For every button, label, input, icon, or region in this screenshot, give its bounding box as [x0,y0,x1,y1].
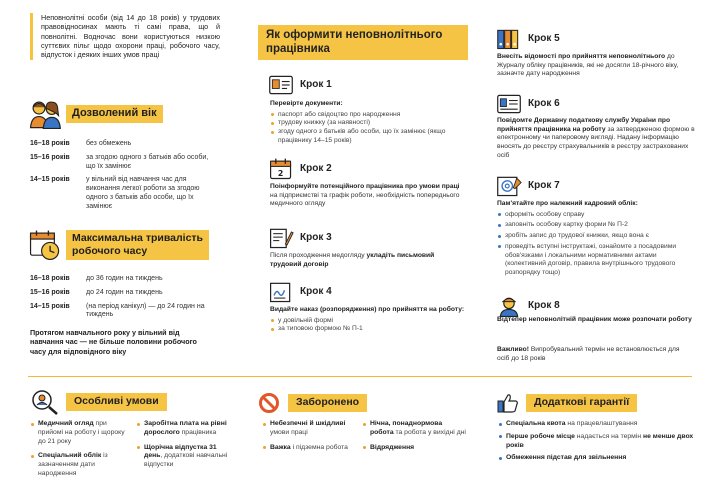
list-item: Спеціальна квота на працевлаштування [498,420,694,429]
teenagers-icon [28,97,62,131]
step-2-body: Поінформуйте потенційного працівника про умови праці на підприємстві та графік роботи, необхідність попереднього медичного огляду [270,183,460,208]
step-7-body: Пам'ятайте про належний кадровий облік: оформіть особову справу заповніть особову картку форми № П-2 зробіть запис до трудової книжки, якщо вона є проведіть вступні інструктажі, ознайомте з посадовими обов'язками і локальними нормативними актами (колективний договір, правила внутрішнього трудового розпорядку тощо) [497,200,697,278]
forbidden-header [258,392,367,414]
svg-text:2: 2 [277,168,284,178]
list-item: Нічна, понаднормова робота та робота у вихідні дні [362,420,466,438]
step-6-title: Крок 6 [528,97,560,109]
step-6-header [496,92,560,116]
table-row: 16–18 років до 36 годин на тиждень [30,275,163,282]
step-7-title: Крок 7 [528,179,560,191]
step-3-title: Крок 3 [300,231,332,243]
list-item: Небезпечні й шкідливі умови праці [262,420,358,438]
id-card-icon [268,73,294,97]
step-4-header [268,280,332,304]
divider [28,376,692,377]
list-item: у довільній формі [270,317,465,326]
list-item: згоду одного з батьків або особи, що їх замінює (якщо працівнику 14–15 років) [270,128,465,145]
email-registry-icon [496,174,522,198]
list-item: оформіть особову справу [497,211,697,220]
list-item: паспорт або свідоцтво про народження [270,111,465,120]
list-item: зробіть запис до трудової книжки, якщо вона є [497,232,697,241]
special-conditions-header [30,388,167,416]
binders-icon [496,27,522,51]
step-4-body: Видайте наказ (розпорядження) про прийняття на роботу: у довільній формі за типовою формою № П-1 [270,306,465,333]
forbidden-col-2 [362,420,466,452]
list-item: Медичний огляд при прийомі на роботу і щороку до 21 року [30,420,130,446]
list-item: Обмеження підстав для звільнення [498,454,694,463]
step-3-body: Після проходження медогляду укладіть письмовий трудовий договір [270,252,435,268]
calendar-icon [268,157,294,181]
list-item: Важка і підземна робота [262,444,358,453]
allowed-age-table [30,140,218,216]
order-document-icon [268,280,294,304]
step-2-title: Крок 2 [300,162,332,174]
page-title: Як оформити неповнолітнього працівника [258,25,468,60]
school-year-note: Протягом навчального року у вільний від навчання час — не більше половини робочого часу для відповідного віку [30,328,197,356]
step-1-title: Крок 1 [300,78,332,90]
calendar-clock-icon [28,228,62,262]
allowed-age-title: Дозволений вік [66,105,163,122]
prohibited-icon [258,392,280,414]
table-row: 15–16 років до 24 годин на тиждень [30,288,163,296]
step-1-body: Перевірте документи: паспорт або свідоцтво про народження трудову книжку (за наявності) згоду одного з батьків або особи, що їх замінює (якщо працівнику 14–15 років) [270,100,465,146]
list-item: Відрядження [362,444,466,453]
worker-icon [496,294,522,318]
table-row: 15–16 років за згодою одного з батьків або особи, що їх замінює [30,153,209,170]
intro-text: Неповнолітні особи (від 14 до 18 років) у трудових правовідносинах мають ті самі права, що й повнолітні. Водночас вони користуються низкою суттєвих пільг щодо охорони праці, робочого часу, відпусток і деяких інших умов праці [30,13,220,60]
list-item: проведіть вступні інструктажі, ознайомте з посадовими обов'язками і локальними нормативними актами (колективний договір, правила внутрішнього трудового розпорядку тощо) [497,243,697,278]
list-item: Перше робоче місце надається на термін не менше двох років [498,433,694,451]
max-time-table [30,275,218,325]
step-5-title: Крок 5 [528,32,560,44]
allowed-age-header [28,97,163,131]
magnifier-person-icon [30,388,60,416]
step-4-title: Крок 4 [300,285,332,297]
step-6-body: Повідомте Державну податкову службу України про прийняття працівника на роботу за затвердженою формою в електронному чи паперовому вигляді. Надану інформацію вносять до реєстру страхувальників в реєстру застрахованих осіб [497,117,695,159]
special-conditions-col-1 [30,420,130,479]
contract-icon [268,226,294,250]
step-8-title: Крок 8 [528,299,560,311]
table-row: 14–15 років у вільний від навчання час для виконання легкої роботи за згодою одного з батьків або особи, що їх замінює [30,176,200,210]
table-row: 14–15 років (на період канікул) — до 24 годин на тиждень [30,302,205,319]
thumbs-up-icon [496,392,520,414]
max-time-header [28,228,209,262]
important-note: Важливо! Випробувальний термін не встановлюється для осіб до 18 років [497,346,680,362]
step-7-header [496,174,560,198]
list-item: Спеціальний облік із зазначенням дати народження [30,452,130,478]
special-conditions-col-2 [136,420,232,470]
step-3-header [268,226,332,250]
step-1-header [268,73,332,97]
forbidden-title: Заборонено [288,394,367,411]
table-row: 16–18 років без обмежень [30,140,132,147]
step-5-header [496,27,560,51]
step-2-header [268,157,332,181]
list-item: заповніть особову картку форми № П-2 [497,221,697,230]
guarantees-title: Додаткові гарантії [526,394,637,411]
step-8-header [496,294,560,318]
special-conditions-title: Особливі умови [66,393,167,410]
guarantees-list [498,420,694,463]
list-item: за типовою формою № П-1 [270,325,465,334]
max-time-title: Максимальна тривалість робочого часу [66,230,209,260]
guarantees-header [496,392,637,414]
step-8-body: Відтепер неповнолітній працівник може розпочати роботу [497,316,692,323]
forbidden-col-1 [262,420,358,452]
list-item: трудову книжку (за наявності) [270,119,465,128]
step-5-body: Внесіть відомості про прийняття неповнолітнього до Журналу обліку працівників, які не досягли 18-річного віку, зазначте дату народження [497,53,679,78]
tax-office-icon [496,92,522,116]
list-item: Щорічна відпустка 31 день, додаткові навчальні відпустки [136,444,232,470]
list-item: Заробітна плата на рівні дорослого працівника [136,420,232,438]
